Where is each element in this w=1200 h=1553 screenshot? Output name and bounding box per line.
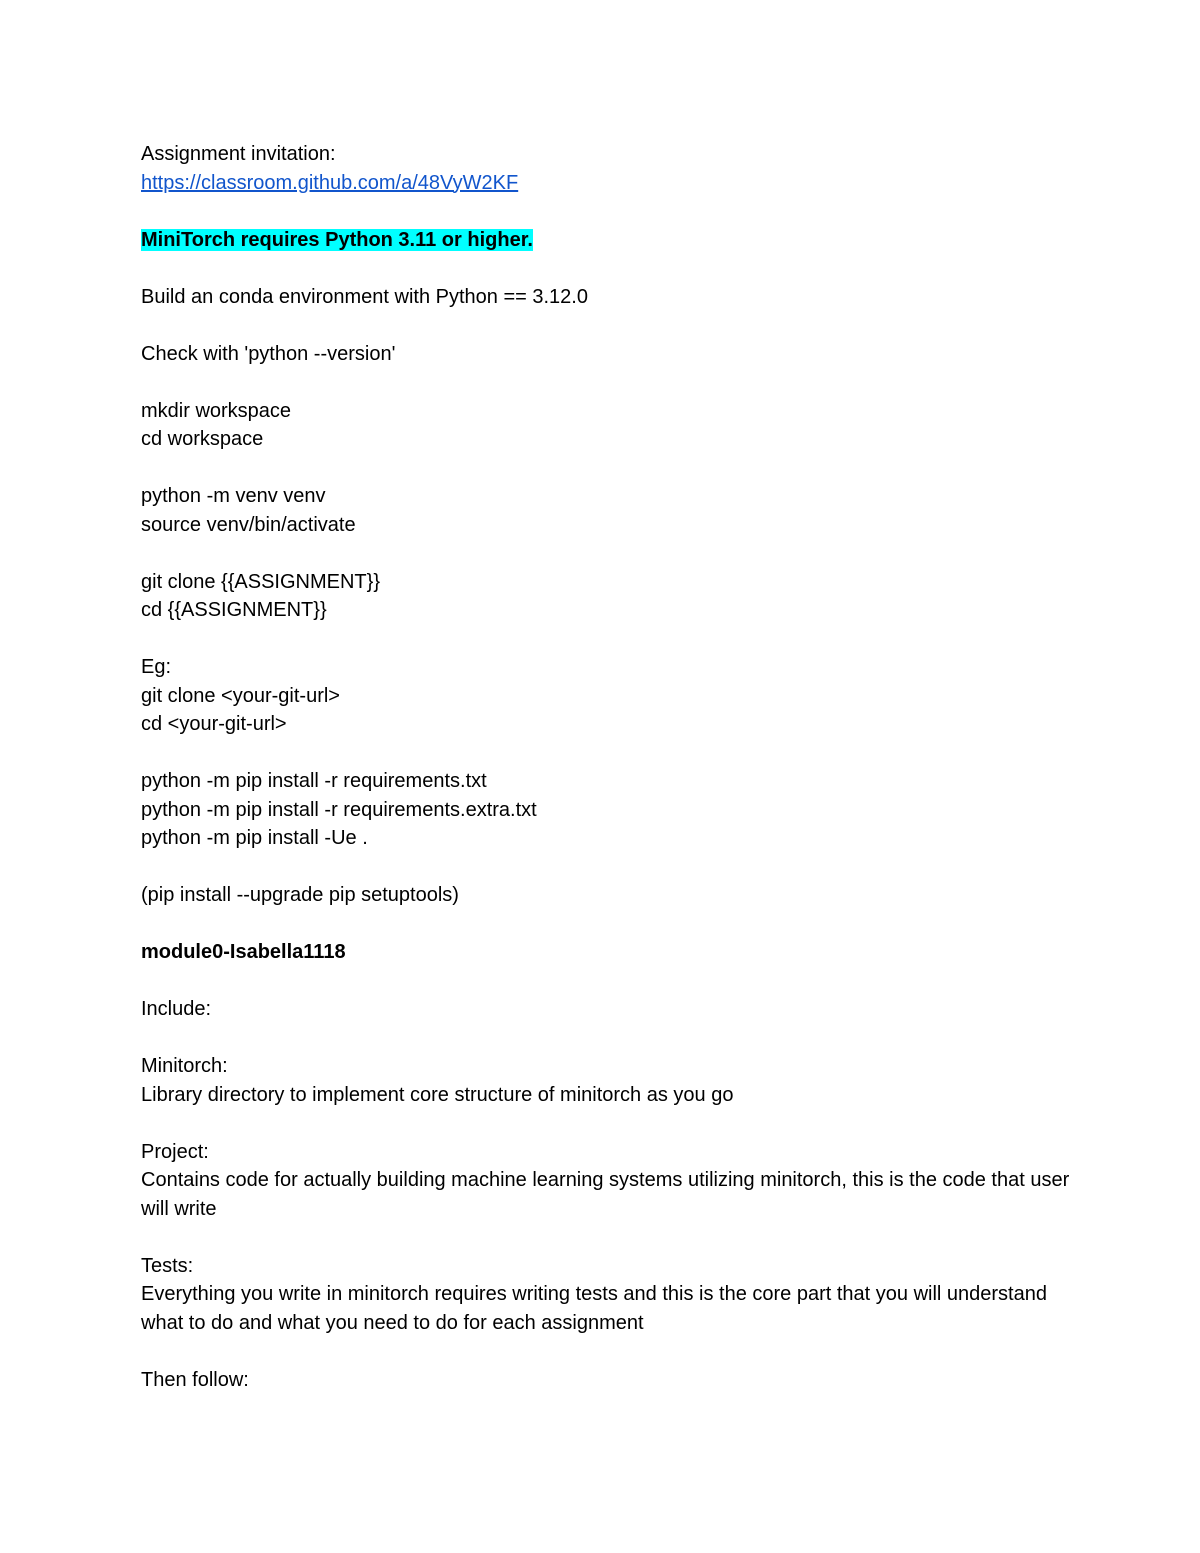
section-body: Contains code for actually building machine learning systems utilizing minitorch, this is the code that user will write (141, 1169, 1075, 1220)
spacer (141, 739, 1071, 768)
workspace-command: cd workspace (141, 428, 264, 450)
module-name-heading: module0-Isabella1118 (141, 941, 346, 963)
venv-command: source venv/bin/activate (141, 513, 356, 536)
document-page (141, 140, 1075, 1394)
venv-command: python -m venv venv (141, 485, 326, 507)
section-heading: Minitorch: (141, 1055, 228, 1077)
check-version-instruction: Check with 'python --version' (141, 342, 396, 365)
spacer (141, 967, 1071, 996)
example-label: Eg: (141, 656, 172, 678)
include-label: Include: (141, 998, 212, 1020)
clone-command: cd {{ASSIGNMENT}} (141, 599, 327, 621)
spacer (141, 454, 1071, 483)
invitation-link[interactable]: https://classroom.github.com/a/48VyW2KF (141, 171, 519, 194)
spacer (141, 197, 1071, 226)
spacer (141, 1024, 1071, 1053)
spacer (141, 625, 1071, 654)
section-body: Library directory to implement core structure of minitorch as you go (141, 1083, 734, 1106)
requirement-note: MiniTorch requires Python 3.11 or higher. (141, 228, 533, 251)
invitation-label: Assignment invitation: (141, 143, 336, 165)
spacer (141, 1223, 1071, 1252)
invitation-link-line (141, 169, 1071, 198)
pip-upgrade-command: (pip install --upgrade pip setuptools) (141, 884, 459, 906)
section-heading: Tests: (141, 1254, 194, 1277)
conda-instruction: Build an conda environment with Python == 3.12.0 (141, 285, 588, 308)
spacer (141, 539, 1071, 568)
workspace-command: mkdir workspace (141, 399, 292, 422)
pip-install-command: python -m pip install -r requirements.extra.txt (141, 798, 537, 821)
spacer (141, 1337, 1071, 1366)
section-heading: Project: (141, 1140, 209, 1163)
pip-install-command: python -m pip install -r requirements.txt (141, 770, 487, 792)
spacer (141, 1109, 1071, 1138)
spacer (141, 254, 1071, 283)
spacer (141, 853, 1071, 882)
requirement-note-line (141, 226, 1071, 255)
example-command: git clone <your-git-url> (141, 684, 340, 707)
spacer (141, 910, 1071, 939)
then-follow-label: Then follow: (141, 1368, 249, 1391)
clone-command: git clone {{ASSIGNMENT}} (141, 570, 381, 593)
section-body: Everything you write in minitorch requires writing tests and this is the core part that you will understand what to do and what you need to do for each assignment (141, 1283, 1053, 1334)
spacer (141, 368, 1071, 397)
pip-install-command: python -m pip install -Ue . (141, 827, 368, 849)
example-command: cd <your-git-url> (141, 713, 287, 735)
spacer (141, 311, 1071, 340)
